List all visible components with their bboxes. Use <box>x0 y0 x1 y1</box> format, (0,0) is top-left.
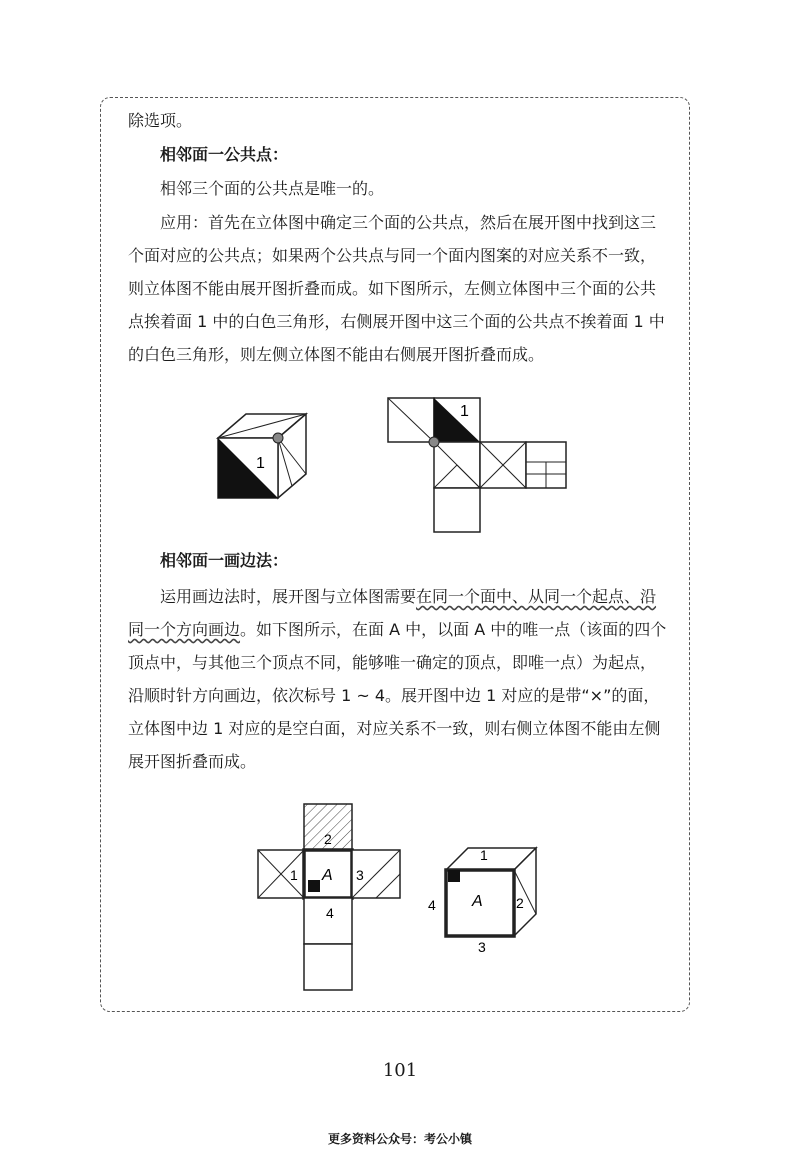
figure2-cube <box>418 840 554 956</box>
net-edge-label-2: 2 <box>324 831 332 847</box>
net-edge-label-4: 4 <box>326 905 334 921</box>
figure2-net <box>252 800 412 996</box>
cube-unique-point-marker <box>448 870 460 882</box>
heading-common-point: 相邻面一公共点： <box>160 145 289 164</box>
unique-point-marker <box>308 880 320 892</box>
svg-text:A: A <box>472 893 483 910</box>
common-point-marker <box>273 433 283 443</box>
svg-text:A: A <box>322 867 333 884</box>
cube-face-label-1: 1 <box>256 455 265 472</box>
net-edge-label-3: 3 <box>356 867 364 883</box>
net-face-label-1: 1 <box>460 403 469 420</box>
heading-draw-edges: 相邻面一画边法： <box>160 551 289 570</box>
intro-text: 除选项。 <box>128 111 193 130</box>
application-draw-edges: 运用画边法时，展开图与立体图需要在同一个面中、从同一个起点、沿同一个方向画边。如下图所示，在面 A 中，以面 A 中的唯一点（该面的四个顶点中，与其他三个顶点不同，能够唯一确定的顶点，即唯一点）为起点，沿顺时针方向画边，依次标号 1 ~ 4。展开图中边 1 对应的是带“×”的面，立体图中边 1 对应的是空白面，对应关系不一致，则右侧立体图不能由左侧展开图折叠而成。 <box>128 587 667 771</box>
figure1-cube <box>212 408 312 500</box>
cube-edge-label-4: 4 <box>428 897 436 913</box>
footer-note: 更多资料公众号：考公小镇 <box>327 1132 472 1146</box>
cube-edge-label-3: 3 <box>478 939 486 955</box>
application-common-point: 应用：首先在立体图中确定三个面的公共点，然后在展开图中找到这三个面对应的公共点；如果两个公共点与同一个面内图案的对应关系不一致，则立体图不能由展开图折叠而成。如下图所示，左侧立体图中三个面的公共点挨着面 1 中的白色三角形，右侧展开图中这三个面的公共点不挨着面 1 中的白色三角形，则左侧立体图不能由右侧展开图折叠而成。 <box>128 213 665 364</box>
rule-common-point: 相邻三个面的公共点是唯一的。 <box>160 179 385 198</box>
page-number: 101 <box>382 1060 418 1081</box>
figure1-net <box>382 394 572 536</box>
net-edge-label-1: 1 <box>290 867 298 883</box>
cube-edge-label-2: 2 <box>516 895 524 911</box>
cube-edge-label-1: 1 <box>480 847 488 863</box>
net-common-point-marker <box>429 437 439 447</box>
